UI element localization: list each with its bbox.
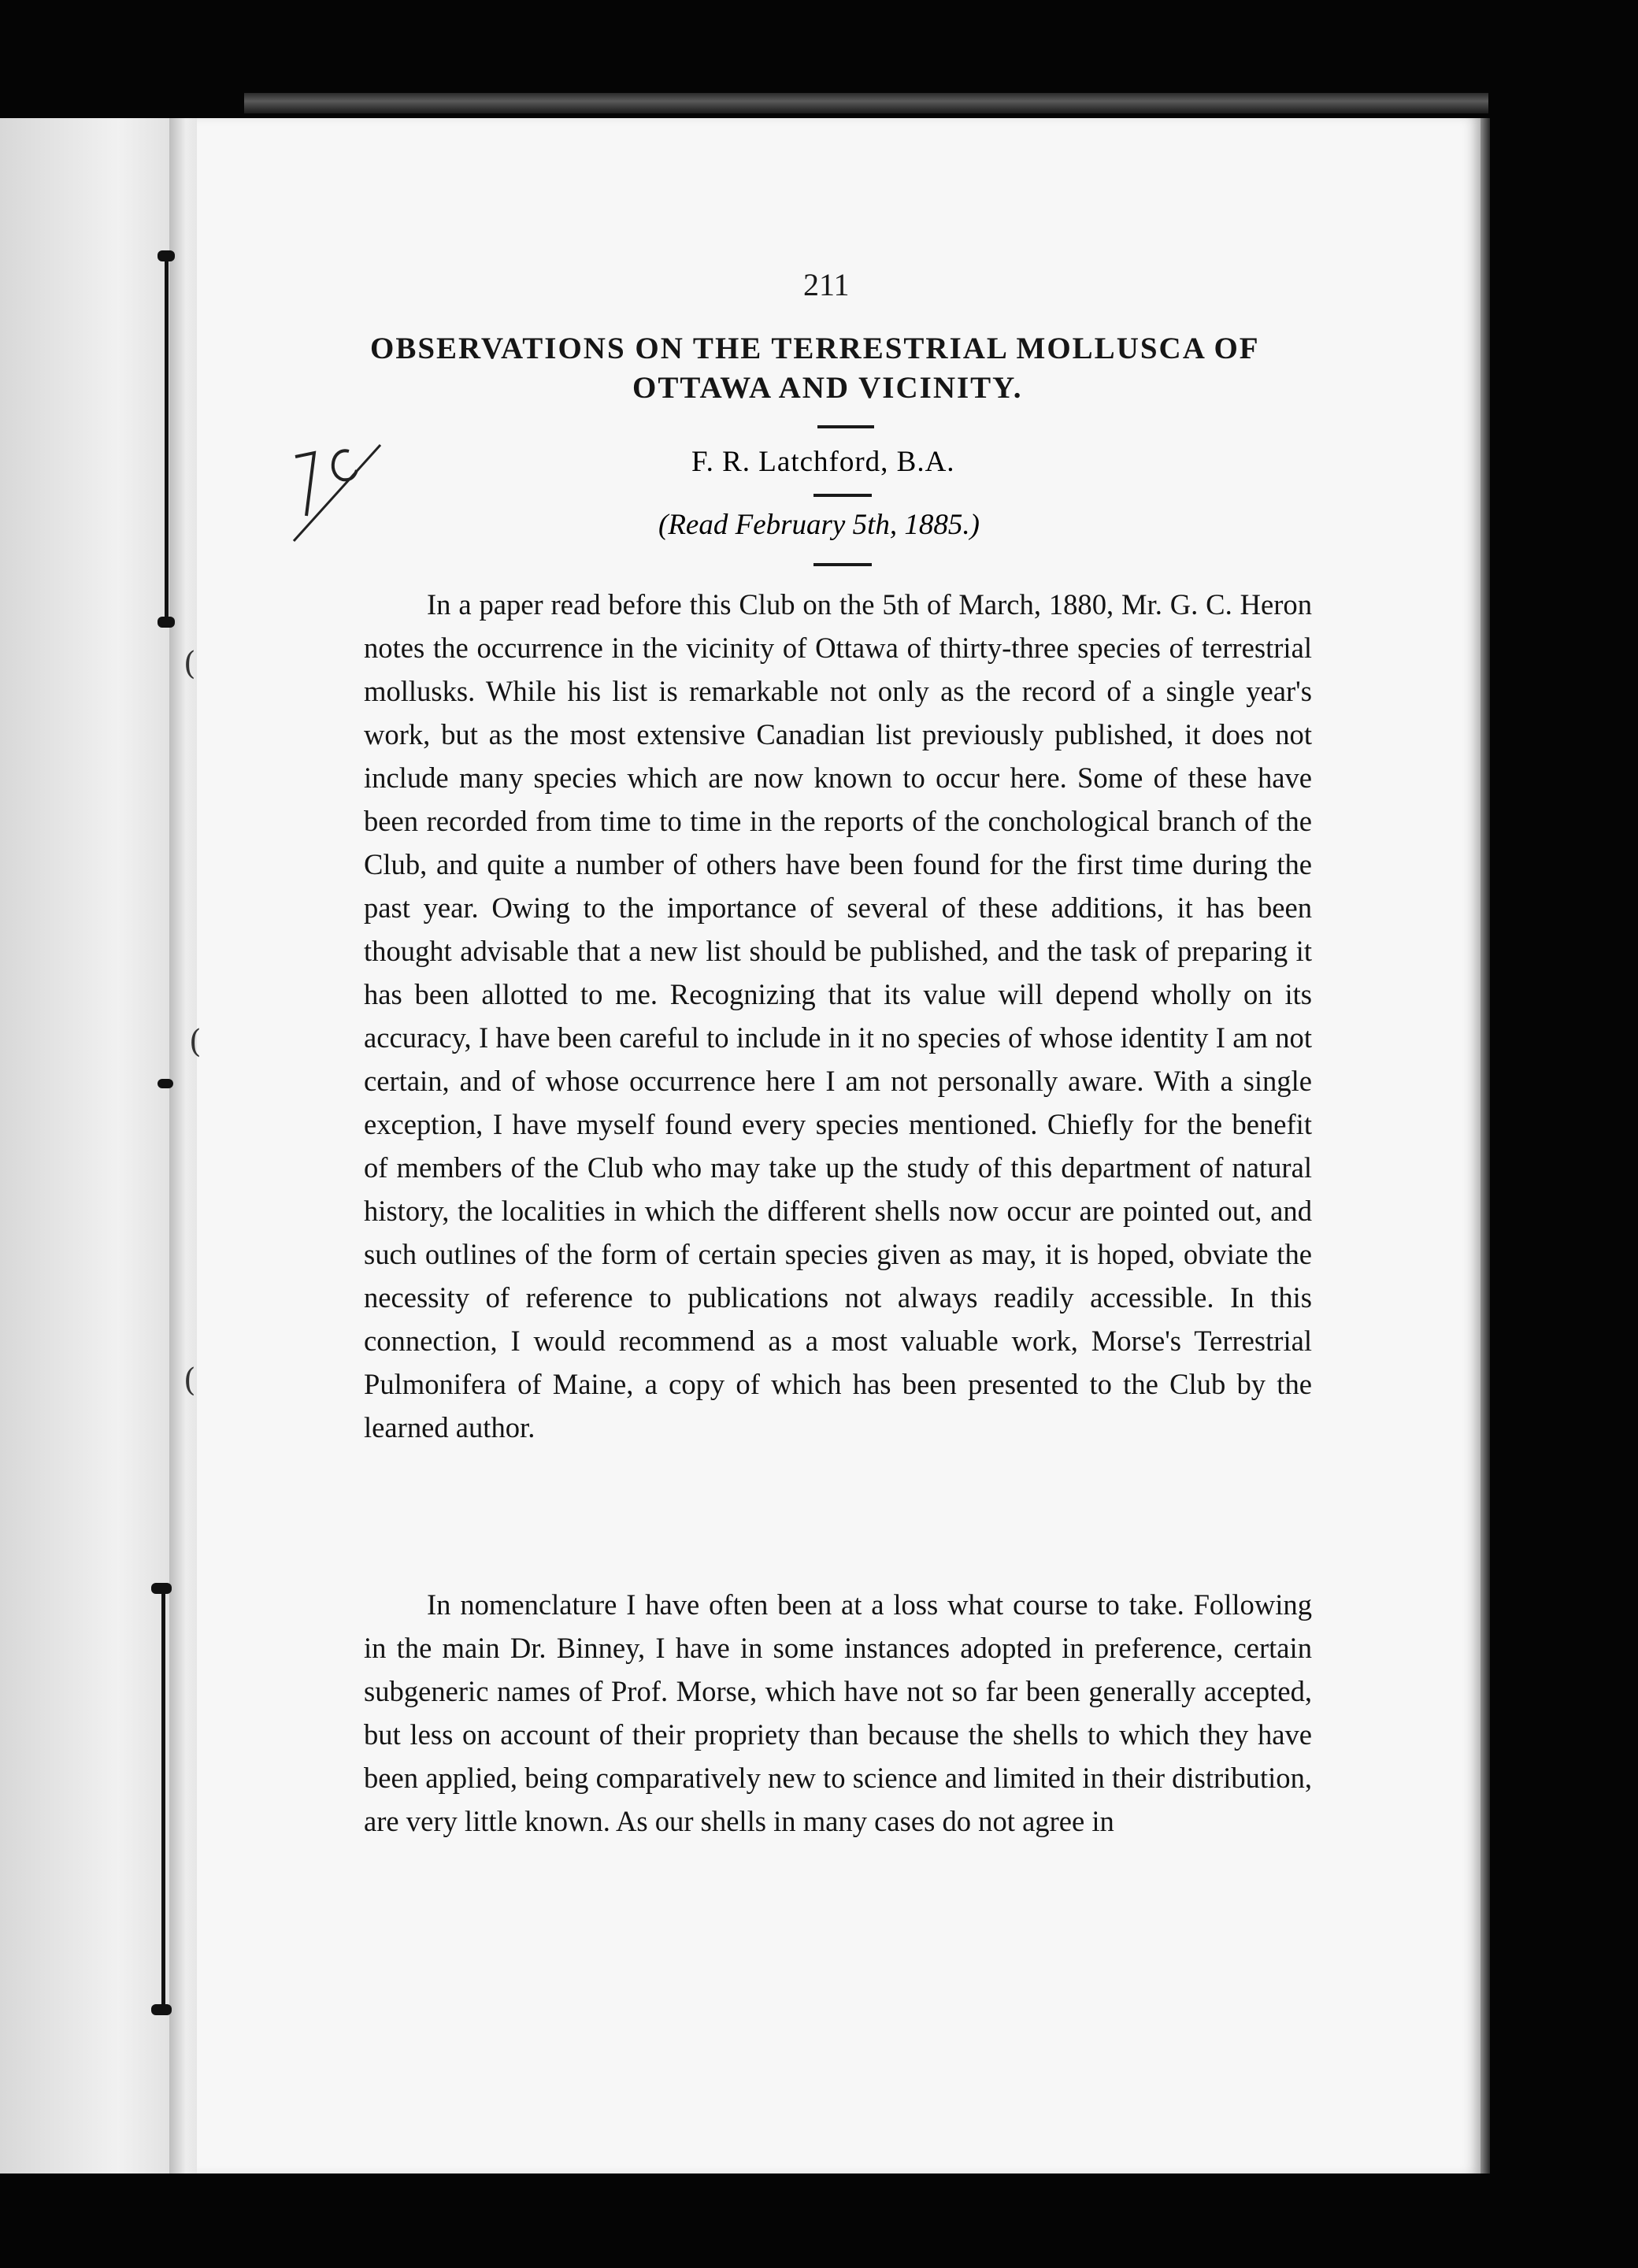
- page-right-edge-shadow: [1480, 118, 1490, 2174]
- page-number: 211: [803, 267, 850, 302]
- author-divider: [813, 494, 872, 497]
- date-divider: [813, 563, 872, 566]
- binding-thread-bottom: [161, 1583, 165, 2008]
- book-top-edge: [244, 93, 1488, 113]
- article-title-line-2: OTTAWA AND VICINITY.: [632, 371, 1023, 405]
- article-title-line-1: OBSERVATIONS ON THE TERRESTRIAL MOLLUSCA OF: [370, 332, 1260, 365]
- body-paragraph-2: In nomenclature I have often been at a loss what course to take. Following in the main Dr. Binney, I have in some instances adopted in preference, certain subgeneric names of Prof. Morse, which have not so far been generally accepted, but less on account of their propriety than because the shells to which they have been applied, being comparatively new to science and limited in their distribution, are very little known. As our shells in many cases do not agree in: [364, 1588, 1312, 1837]
- read-date: (Read February 5th, 1885.): [658, 509, 980, 541]
- body-paragraph-1: In a paper read before this Club on the 5th of March, 1880, Mr. G. C. Heron notes the occurrence in the vicinity of Ottawa of thirty-three species of terrestrial mollusks. While his list is remarkable not only as the record of a single year's work, but as the most extensive Canadian list previously published, it does not include many species which are now known to occur here. Some of these have been recorded from time to time in the reports of the conchological branch of the Club, and quite a number of others have been found for the first time during the past year. Owing to the importance of several of these additions, it has been thought advisable that a new list should be published, and the task of preparing it has been allotted to me. Recognizing that its value will depend wholly on its accuracy, I have been careful to include in it no species of whose identity I am not certain, and of whose occurrence here I am not personally aware. With a single exception, I have myself found every species mentioned. Chiefly for the benefit of members of the Club who may take up the study of this department of natural history, the localities in which the different shells now occur are pointed out, and such outlines of the form of certain species given as may, it is hoped, obviate the necessity of reference to publications not always readily accessible. In this connection, I would recommend as a most valuable work, Morse's Terrestrial Pulmonifera of Maine, a copy of which has been presented to the Club by the learned author.: [364, 588, 1312, 1443]
- margin-mark: (: [183, 1362, 196, 1399]
- facing-page-edge: [0, 118, 169, 2174]
- binding-knot: [158, 1079, 173, 1088]
- binding-knot: [151, 2004, 172, 2015]
- binding-knot: [158, 617, 175, 628]
- binding-knot: [151, 1583, 172, 1594]
- author-line: F. R. Latchford, B.A.: [691, 446, 955, 478]
- binding-knot: [158, 250, 175, 261]
- handwritten-annotation: [287, 437, 382, 547]
- margin-mark: (: [183, 646, 196, 682]
- book-gutter: [169, 118, 197, 2174]
- binding-thread-top: [165, 252, 169, 622]
- margin-mark: (: [189, 1024, 202, 1060]
- title-divider: [817, 425, 874, 428]
